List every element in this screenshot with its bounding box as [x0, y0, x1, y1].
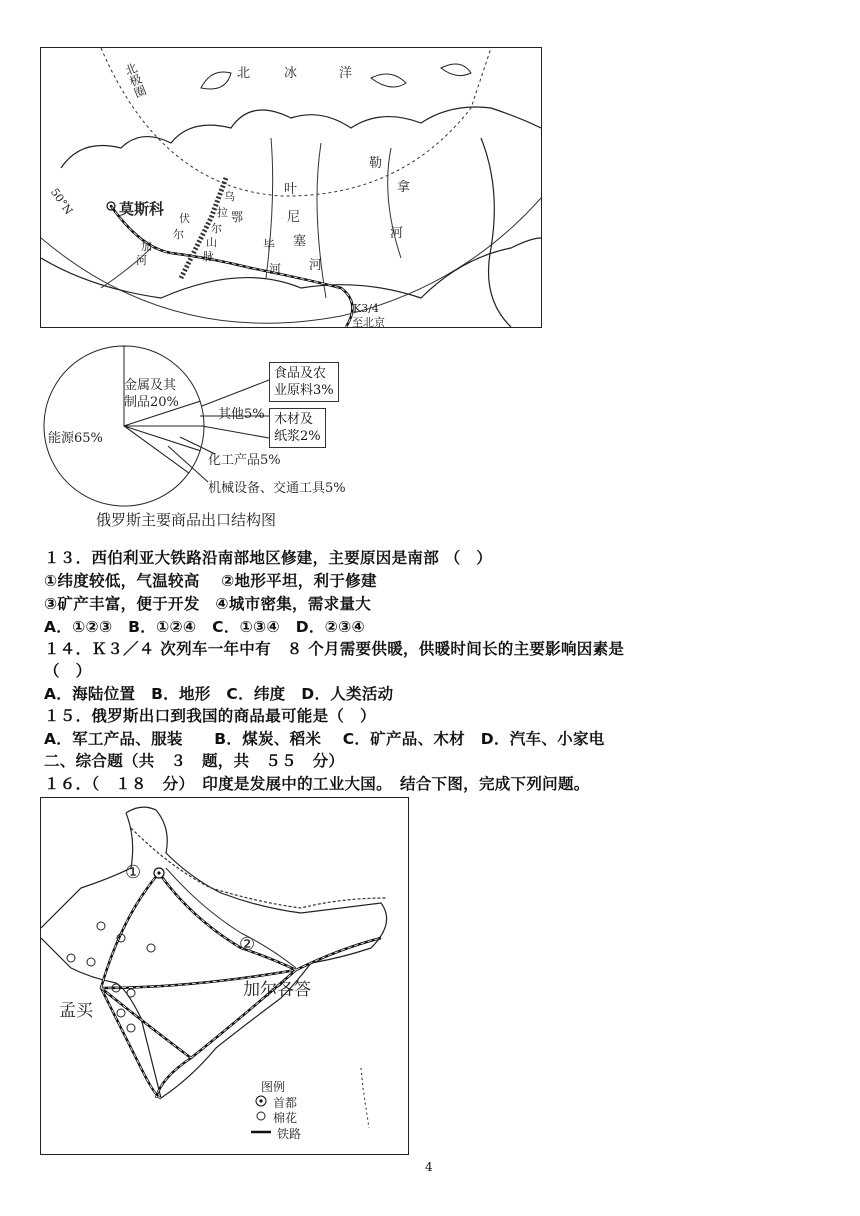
moscow-label: 莫斯科	[119, 200, 165, 218]
pie-slices	[44, 346, 204, 506]
page-number: 4	[425, 1160, 433, 1174]
question-13-options-a: ①纬度较低，气温较高 ②地形平坦，利于修建	[44, 572, 377, 590]
ocean-char-2: 冰	[284, 66, 298, 81]
ural-label-3: 尔	[211, 222, 222, 235]
question-13: １３．西伯利亚大铁路沿南部地区修建，主要原因是南部 （ ）	[44, 549, 493, 567]
wood-leader-line	[202, 426, 269, 438]
food-leader-line	[202, 380, 269, 406]
yenisei-label-2: 尼	[287, 210, 301, 225]
question-14: １４．Ｋ３／４ 次列车一年中有 ８ 个月需要供暖，供暖时间长的主要影响因素是	[44, 640, 625, 658]
pie-label-wood-1: 木材及	[274, 412, 314, 427]
question-13-options-b: ③矿产丰富，便于开发 ④城市密集，需求量大	[44, 595, 372, 613]
ob-label-3: 河	[269, 262, 282, 276]
railway-lines	[101, 873, 381, 1098]
pie-label-other: 其他5%	[218, 407, 265, 422]
ocean-char-3: 洋	[339, 66, 353, 81]
mumbai-label: 孟买	[59, 1001, 93, 1021]
ocean-char-1: 北	[237, 66, 251, 81]
pie-caption: 俄罗斯主要商品出口结构图	[96, 511, 277, 529]
lena-label-2: 拿	[397, 180, 411, 195]
lena-label-3: 河	[390, 226, 404, 241]
question-16: １６．（ １８ 分） 印度是发展中的工业大国。 结合下图，完成下列问题。	[44, 775, 590, 793]
india-map-graphic	[41, 798, 408, 1154]
lat-50-label: 50°N	[47, 185, 76, 218]
india-map	[40, 797, 409, 1155]
india-mark-1: ①	[125, 862, 142, 883]
train-label: K3/4	[353, 302, 379, 315]
question-14-choices: A．海陆位置 B．地形 C．纬度 D．人类活动	[44, 685, 394, 703]
kolkata-label: 加尔各答	[243, 980, 311, 1000]
arctic-circle-label: 北极圈	[121, 60, 149, 100]
legend-rail: 铁路	[277, 1127, 302, 1141]
pie-label-chem: 化工产品5%	[208, 453, 281, 468]
ural-label-2: 拉	[217, 206, 228, 219]
ob-label-2: 毕	[263, 238, 276, 252]
lena-label-1: 勒	[369, 156, 383, 171]
pie-label-food-2: 业原料3%	[274, 383, 334, 398]
ural-label-4: 山	[206, 236, 217, 249]
question-14-bracket: （ ）	[44, 662, 92, 680]
legend-cotton: 棉花	[273, 1111, 298, 1125]
to-beijing-label: 至北京	[352, 316, 385, 328]
volga-label-2: 尔	[173, 228, 184, 241]
russia-map	[40, 47, 542, 328]
wood-box	[269, 408, 326, 448]
yenisei-label-4: 河	[309, 258, 323, 273]
pie-label-energy: 能源65%	[48, 431, 103, 446]
volga-label-1: 伏	[179, 212, 190, 225]
food-box	[269, 362, 339, 402]
pie-label-wood-2: 纸浆2%	[274, 429, 321, 444]
ural-label-5: 脉	[203, 250, 214, 263]
volga-label-4: 河	[136, 254, 147, 267]
ob-label-1: 鄂	[231, 210, 244, 224]
pie-label-food-1: 食品及农	[274, 366, 327, 381]
pie-label-mach: 机械设备、交通工具5%	[208, 481, 346, 496]
yenisei-label-3: 塞	[293, 234, 307, 249]
legend-title: 图例	[261, 1080, 286, 1094]
export-pie-chart	[40, 342, 380, 540]
question-15: １５．俄罗斯出口到我国的商品最可能是（ ）	[44, 707, 376, 725]
pie-label-metal-1: 金属及其	[124, 378, 177, 393]
yenisei-label-1: 叶	[284, 182, 298, 197]
section-2-heading: 二、综合题（共 ３ 题，共 ５５ 分）	[44, 752, 345, 770]
legend-capital: 首都	[273, 1096, 298, 1110]
volga-label-3: 加	[141, 240, 152, 253]
india-mark-2: ②	[239, 934, 256, 955]
question-13-choices: A．①②③ B．①②④ C．①③④ D．②③④	[44, 618, 365, 636]
ural-label-1: 乌	[224, 190, 235, 203]
question-15-choices: A．军工产品、服装 B．煤炭、稻米 C．矿产品、木材 D．汽车、小家电	[44, 730, 605, 748]
pie-label-metal-2: 制品20%	[124, 395, 179, 410]
